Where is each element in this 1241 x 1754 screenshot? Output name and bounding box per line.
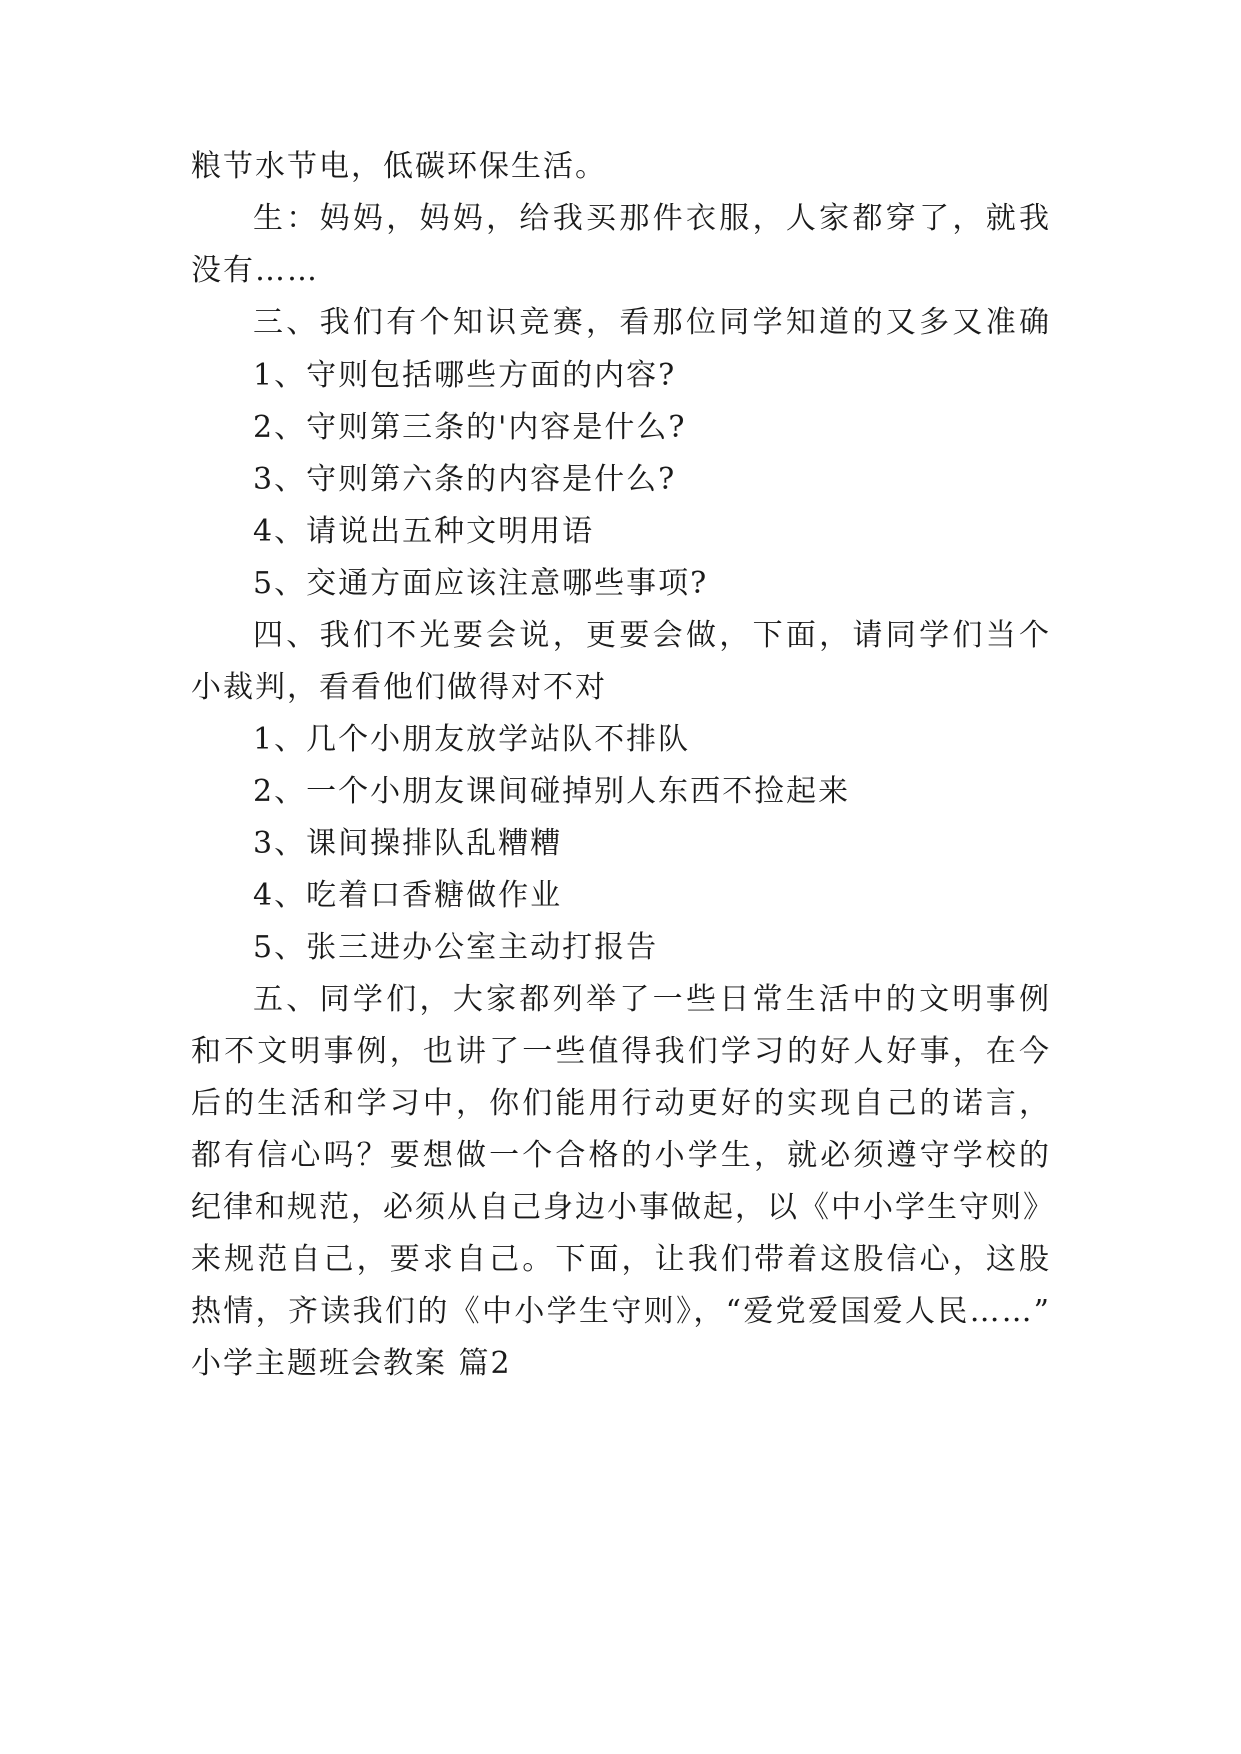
next-section-title: 小学主题班会教案 篇2 [191, 1346, 512, 1381]
list-item: 4、请说出五种文明用语 [253, 514, 595, 549]
paragraph-line: 粮节水节电，低碳环保生活。 [191, 149, 607, 184]
paragraph-line: 没有…… [191, 253, 319, 288]
list-item: 2、守则第三条的'内容是什么? [253, 410, 687, 445]
paragraph-line: 都有信心吗？要想做一个合格的小学生，就必须遵守学校的 [191, 1138, 1051, 1173]
list-item: 1、几个小朋友放学站队不排队 [253, 722, 691, 757]
paragraph-line: 生：妈妈，妈妈，给我买那件衣服，人家都穿了，就我 [253, 201, 1051, 236]
list-item: 2、一个小朋友课间碰掉别人东西不捡起来 [253, 774, 851, 809]
list-item: 1、守则包括哪些方面的内容? [253, 358, 677, 393]
list-item: 5、交通方面应该注意哪些事项? [253, 566, 709, 601]
paragraph-line: 来规范自己，要求自己。下面，让我们带着这股信心，这股 [191, 1242, 1051, 1277]
paragraph-line: 和不文明事例，也讲了一些值得我们学习的好人好事，在今 [191, 1034, 1051, 1069]
list-item: 4、吃着口香糖做作业 [253, 878, 563, 913]
list-item: 3、守则第六条的内容是什么? [253, 462, 677, 497]
paragraph-line: 小裁判，看看他们做得对不对 [191, 670, 607, 705]
section-heading-3: 三、我们有个知识竞赛，看那位同学知道的又多又准确 [253, 305, 1051, 340]
paragraph-line: 热情，齐读我们的《中小学生守则》，“爱党爱国爱人民……” [191, 1294, 1051, 1329]
section-heading-5: 五、同学们，大家都列举了一些日常生活中的文明事例 [253, 982, 1051, 1017]
paragraph-line: 纪律和规范，必须从自己身边小事做起，以《中小学生守则》 [191, 1190, 1055, 1225]
list-item: 5、张三进办公室主动打报告 [253, 930, 659, 965]
list-item: 3、课间操排队乱糟糟 [253, 826, 563, 861]
section-heading-4: 四、我们不光要会说，更要会做，下面，请同学们当个 [253, 618, 1051, 653]
paragraph-line: 后的生活和学习中，你们能用行动更好的实现自己的诺言， [191, 1086, 1051, 1121]
